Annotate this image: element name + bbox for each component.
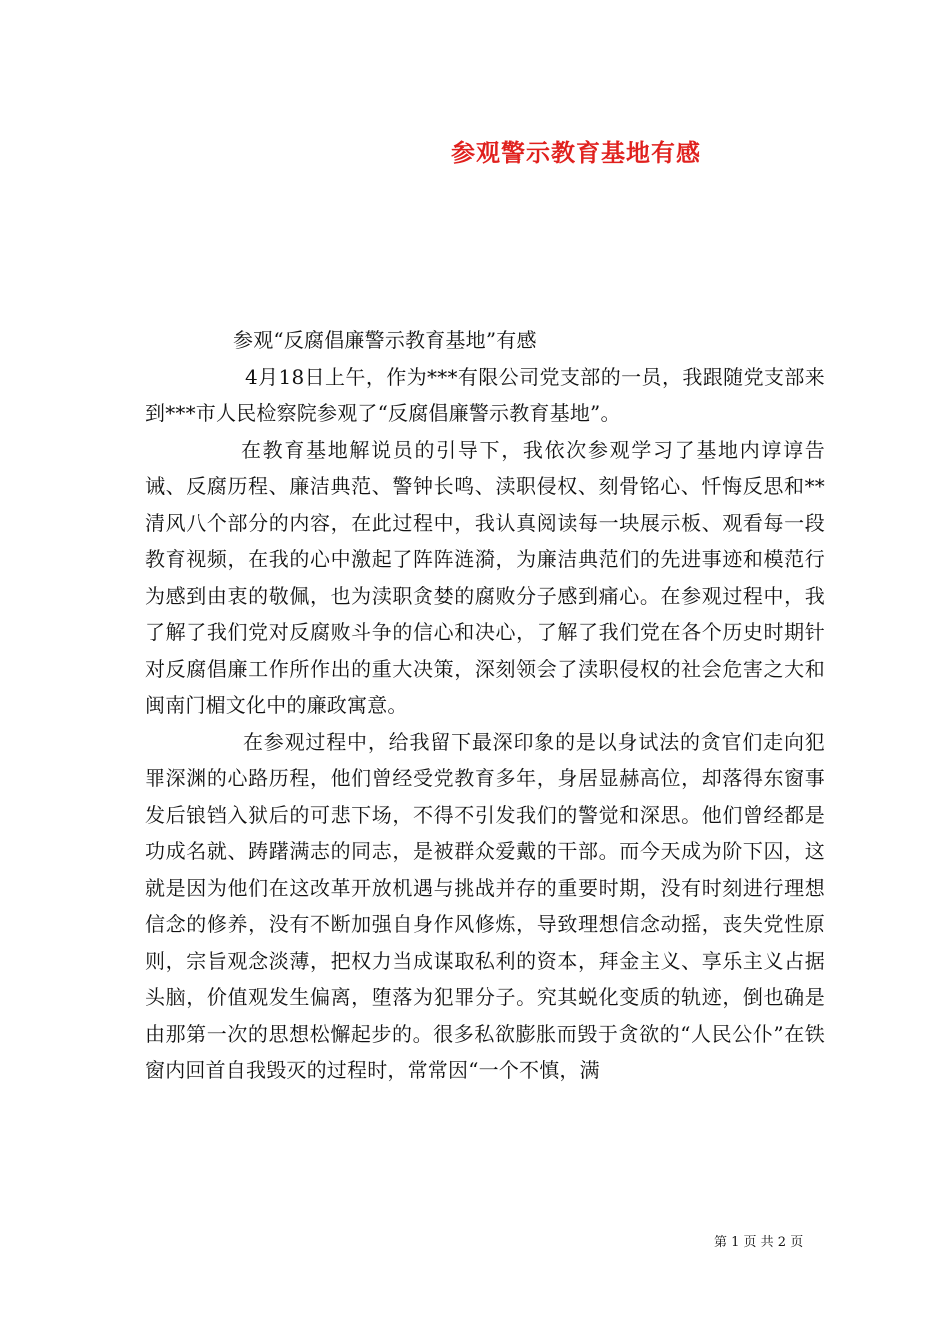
paragraph-2: 在教育基地解说员的引导下，我依次参观学习了基地内谆谆告诫、反腐历程、廉洁典范、警钟长鸣、渎职侵权、刻骨铭心、忏悔反思和**清风八个部分的内容，在此过程中，我认真阅读每一块展示板、观看每一段教育视频，在我的心中激起了阵阵涟漪，为廉洁典范们的先进事迹和模范行为感到由衷的敬佩，也为渎职贪婪的腐败分子感到痛心。在参观过程中，我了解了我们党对反腐败斗争的信心和决心，了解了我们党在各个历史时期针对反腐倡廉工作所作出的重大决策，深刻领会了渎职侵权的社会危害之大和闽南门楣文化中的廉政寓意。 [145,437,825,717]
paragraph-3: 在参观过程中，给我留下最深印象的是以身试法的贪官们走向犯罪深渊的心路历程，他们曾经受党教育多年，身居显赫高位，却落得东窗事发后锒铛入狱后的可悲下场，不得不引发我们的警觉和深思。他们曾经都是功成名就、踌躇满志的同志，是被群众爱戴的干部。而今天成为阶下囚，这就是因为他们在这改革开放机遇与挑战并存的重要时期，没有时刻进行理想信念的修养，没有不断加强自身作风修炼，导致理想信念动摇，丧失党性原则，宗旨观念淡薄，把权力当成谋取私利的资本，拜金主义、享乐主义占据头脑，价值观发生偏离，堕落为犯罪分子。究其蜕化变质的轨迹，倒也确是由那第一次的思想松懈起步的。很多私欲膨胀而毁于贪欲的“人民公仆”在铁窗内回首自我毁灭的过程时，常常因“一个不慎，满 [145,729,825,1082]
page-number-footer: 第 1 页 共 2 页 [714,1235,804,1250]
paragraph-1: 4月18日上午，作为***有限公司党支部的一员，我跟随党支部来到***市人民检察院参观了“反腐倡廉警示教育基地”。 [145,364,825,425]
document-title: 参观警示教育基地有感 [451,138,701,167]
subtitle: 参观“反腐倡廉警示教育基地”有感 [233,328,537,352]
document-body [145,322,825,1089]
